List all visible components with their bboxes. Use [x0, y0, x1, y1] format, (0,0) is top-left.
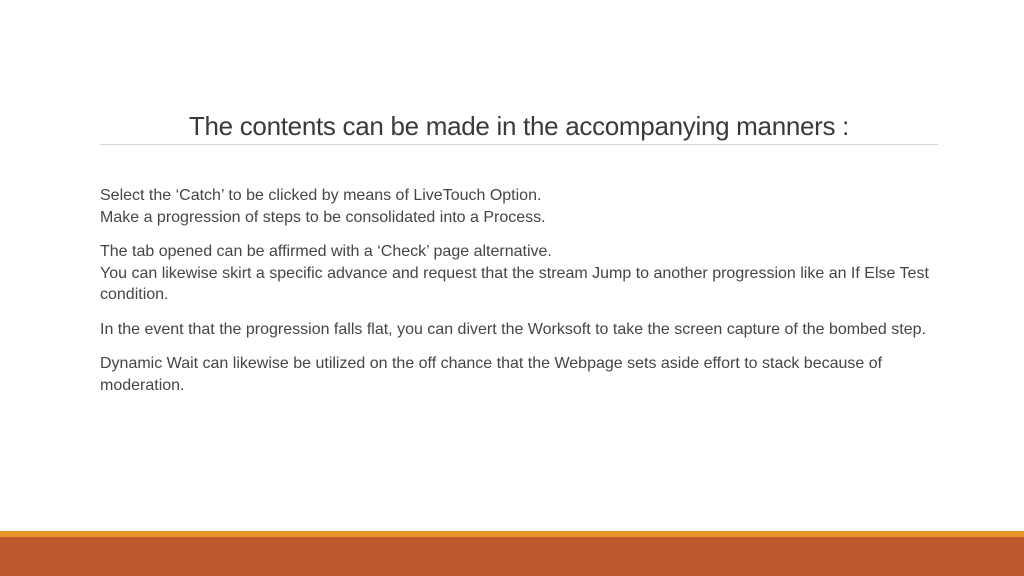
paragraph-1 [100, 185, 940, 228]
slide-body [100, 185, 940, 409]
paragraph-1-line-1: Select the ‘Catch’ to be clicked by means of LiveTouch Option. [100, 187, 542, 204]
paragraph-2-line-1: The tab opened can be affirmed with a ‘Check’ page alternative. [100, 243, 552, 260]
title-divider [100, 144, 938, 145]
paragraph-4-line-1: Dynamic Wait can likewise be utilized on the off chance that the Webpage sets aside effort to stack because of moderation. [100, 355, 883, 394]
paragraph-4 [100, 353, 940, 396]
footer-band [0, 537, 1024, 576]
paragraph-3-line-1: In the event that the progression falls flat, you can divert the Worksoft to take the screen capture of the bombed step. [100, 320, 926, 338]
slide-title: The contents can be made in the accompanying manners : [188, 111, 850, 141]
paragraph-2-line-2: You can likewise skirt a specific advance and request that the stream Jump to another progression like an If Else Test condition. [100, 264, 929, 303]
paragraph-1-line-2: Make a progression of steps to be consolidated into a Process. [100, 208, 546, 226]
paragraph-3 [100, 319, 940, 341]
paragraph-2 [100, 241, 940, 306]
